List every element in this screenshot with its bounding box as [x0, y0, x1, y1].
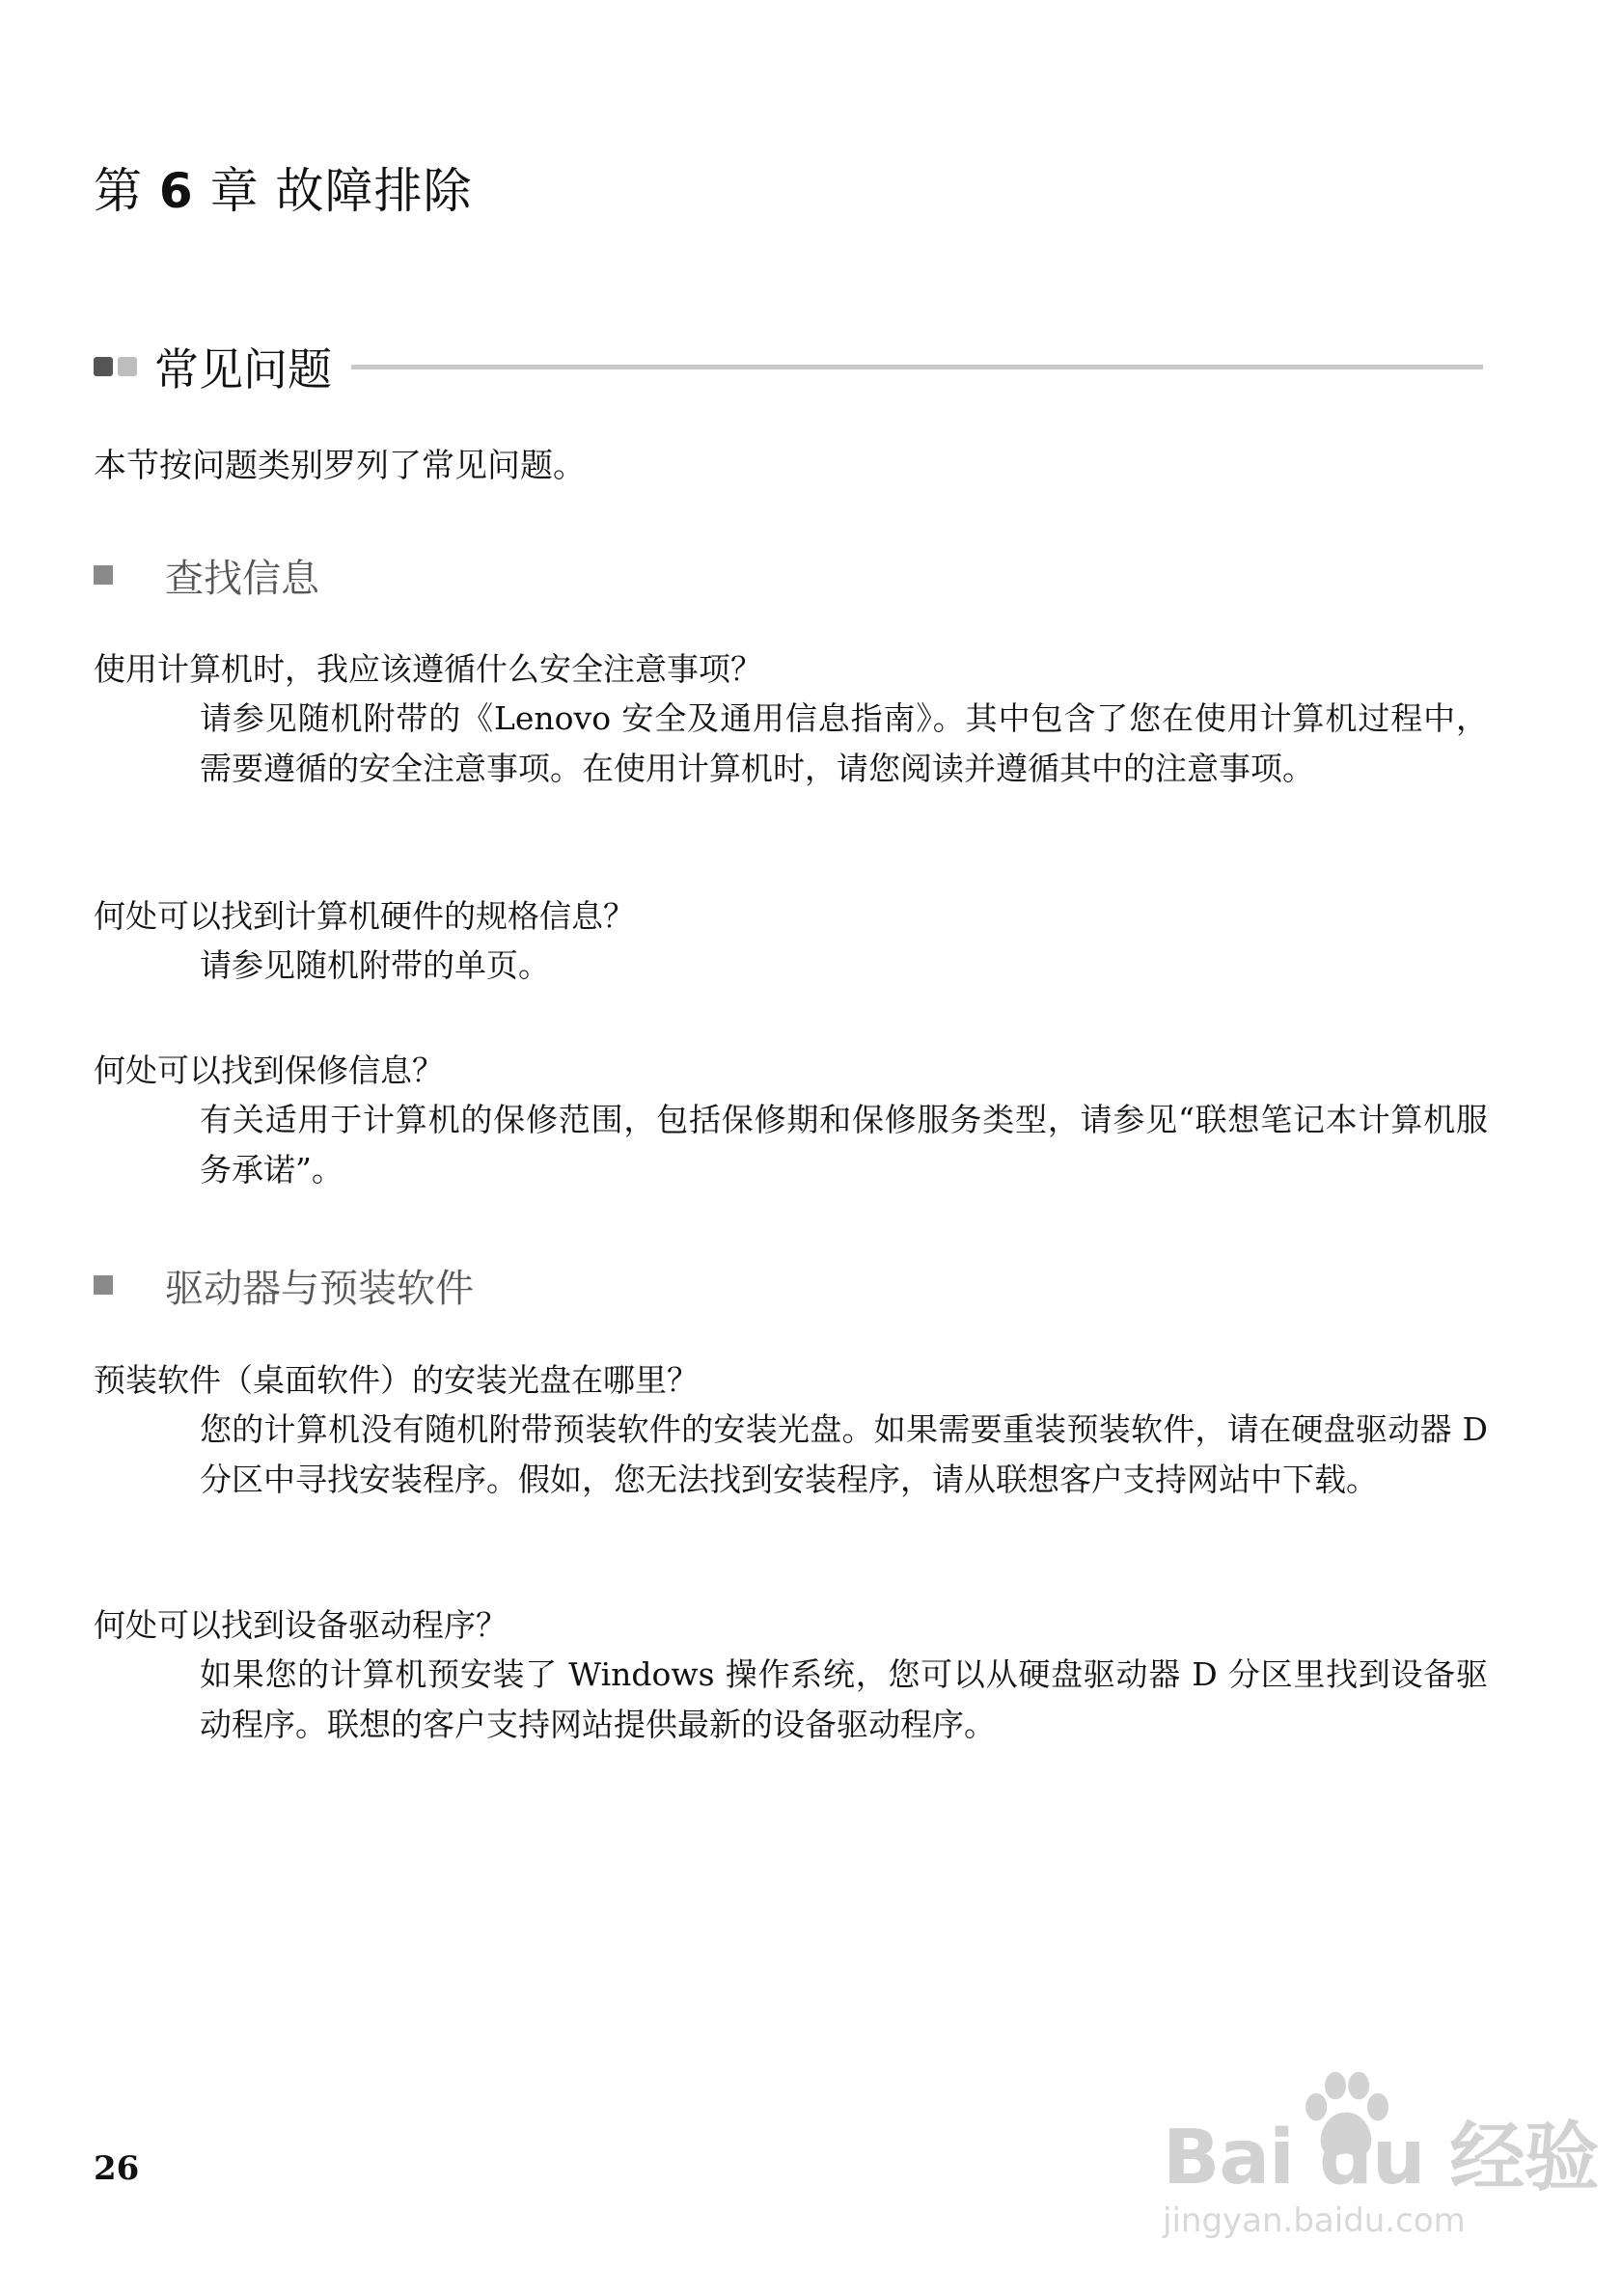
category-label: 查找信息 [165, 556, 319, 601]
section-title: 常见问题 [154, 343, 332, 396]
category-bullet-icon [94, 1275, 113, 1295]
faq-answer: 请参见随机附带的《Lenovo 安全及通用信息指南》。其中包含了您在使用计算机过程中，需要遵循的安全注意事项。在使用计算机时，请您阅读并遵循其中的注意事项。 [200, 699, 1488, 787]
chapter-prefix: 第 [94, 163, 143, 219]
faq-question: 预装软件（桌面软件）的安装光盘在哪里？ [94, 1361, 699, 1399]
faq-item [94, 1601, 1488, 1750]
faq-question: 何处可以找到保修信息？ [94, 1052, 444, 1089]
baidu-watermark [1148, 2064, 1599, 2257]
faq-answer: 您的计算机没有随机附带预装软件的安装光盘。如果需要重装预装软件，请在硬盘驱动器 D 分区中寻找安装程序。假如，您无法找到安装程序，请从联想客户支持网站中下载。 [200, 1410, 1488, 1498]
section-marker-dark-icon [94, 357, 113, 376]
faq-answer: 如果您的计算机预安装了 Windows 操作系统，您可以从硬盘驱动器 D 分区里找到设备驱动程序。联想的客户支持网站提供最新的设备驱动程序。 [200, 1655, 1488, 1743]
section-marker-light-icon [118, 357, 137, 376]
intro-text: 本节按问题类别罗列了常见问题。 [94, 447, 586, 485]
section-heading [94, 336, 1483, 397]
category-heading-find-info [94, 548, 319, 602]
category-bullet-icon [94, 565, 113, 585]
page-number: 26 [94, 2149, 140, 2188]
faq-question: 何处可以找到设备驱动程序？ [94, 1606, 508, 1644]
chapter-suffix: 章 故障排除 [209, 163, 473, 219]
category-label: 驱动器与预装软件 [165, 1266, 474, 1311]
chapter-title [94, 152, 473, 222]
faq-item [94, 645, 1488, 794]
category-heading-drivers-software [94, 1258, 474, 1312]
section-divider [351, 365, 1483, 369]
chapter-number: 6 [158, 163, 194, 219]
faq-answer: 请参见随机附带的单页。 [200, 946, 550, 984]
faq-question: 使用计算机时，我应该遵循什么安全注意事项？ [94, 650, 762, 688]
faq-answer: 有关适用于计算机的保修范围，包括保修期和保修服务类型，请参见“联想笔记本计算机服务承诺”。 [200, 1101, 1488, 1189]
faq-item [94, 892, 1488, 991]
faq-item [94, 1356, 1488, 1505]
watermark-url: jingyan.baidu.com [1163, 2201, 1466, 2240]
faq-question: 何处可以找到计算机硬件的规格信息？ [94, 897, 635, 935]
faq-item [94, 1047, 1488, 1195]
watermark-logo-text: Bai du 经验 [1163, 2115, 1599, 2201]
